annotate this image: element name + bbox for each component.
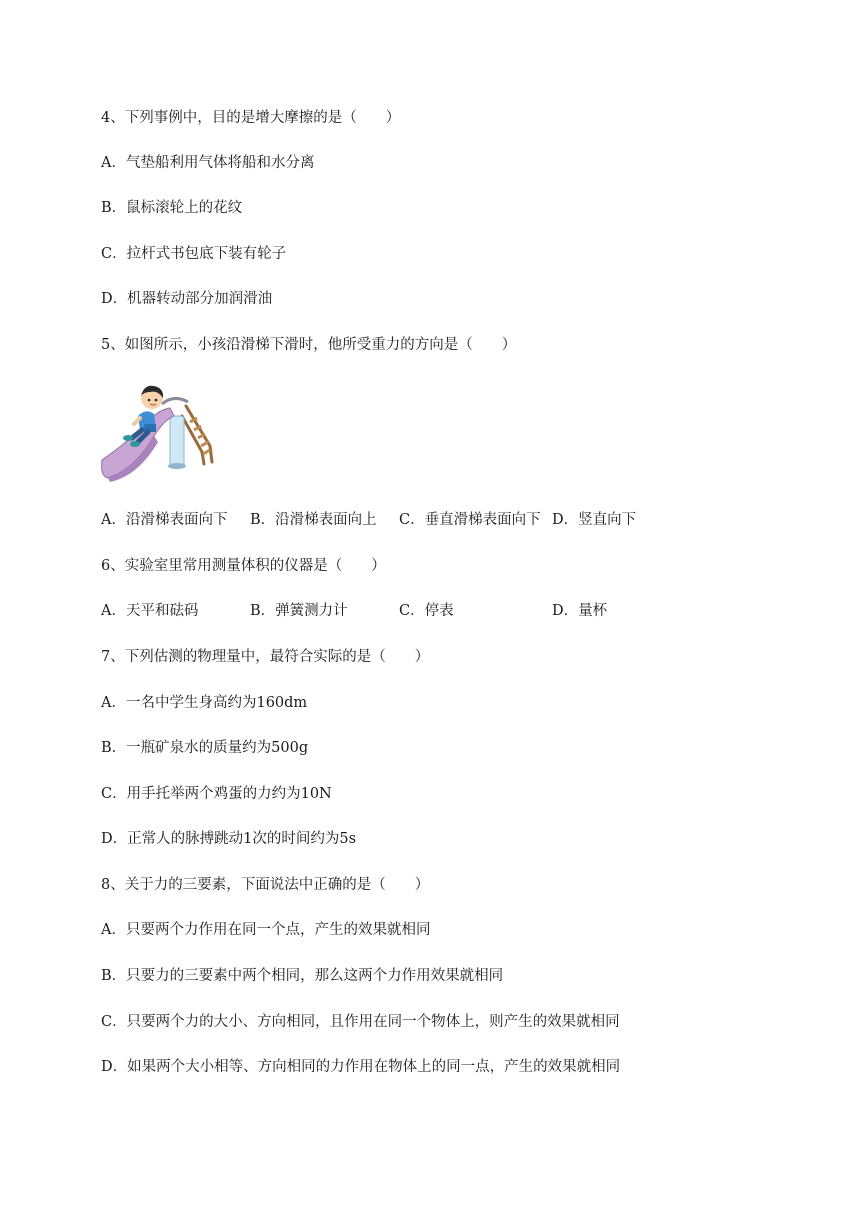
question-6-option-a: A．天平和砝码 (101, 603, 199, 619)
question-8-stem: 8、关于力的三要素，下面说法中正确的是（ ） (101, 877, 430, 893)
question-5-stem: 5、如图所示，小孩沿滑梯下滑时，他所受重力的方向是（ ） (101, 337, 517, 353)
question-4-option-c: C．拉杆式书包底下装有轮子 (101, 246, 287, 262)
question-7-option-c: C．用手托举两个鸡蛋的力约为10N (101, 786, 332, 802)
question-4-stem: 4、下列事例中，目的是增大摩擦的是（ ） (101, 110, 401, 126)
question-6-stem: 6、实验室里常用测量体积的仪器是（ ） (101, 558, 386, 574)
question-8-option-c: C．只要两个力的大小、方向相同，且作用在同一个物体上，则产生的效果就相同 (101, 1014, 620, 1030)
question-6-option-b: B．弹簧测力计 (250, 603, 348, 619)
question-7-stem: 7、下列估测的物理量中，最符合实际的是（ ） (101, 649, 430, 665)
question-4-option-a: A．气垫船利用气体将船和水分离 (101, 155, 315, 171)
question-4-option-b: B．鼠标滚轮上的花纹 (101, 200, 243, 216)
question-5-option-b: B．沿滑梯表面向上 (250, 512, 377, 528)
question-7-option-d: D．正常人的脉搏跳动1次的时间约为5s (101, 831, 357, 847)
question-5-option-c: C．垂直滑梯表面向下 (399, 512, 541, 528)
question-7-option-b: B．一瓶矿泉水的质量约为500g (101, 740, 309, 756)
question-8-option-d: D．如果两个大小相等、方向相同的力作用在物体上的同一点，产生的效果就相同 (101, 1059, 621, 1075)
question-5-option-a: A．沿滑梯表面向下 (101, 512, 228, 528)
question-5-option-d: D．竖直向下 (552, 512, 637, 528)
question-8-option-b: B．只要力的三要素中两个相同，那么这两个力作用效果就相同 (101, 968, 504, 984)
question-4-option-d: D．机器转动部分加润滑油 (101, 291, 273, 307)
question-6-option-c: C．停表 (399, 603, 454, 619)
question-6-option-d: D．量杯 (552, 603, 608, 619)
question-7-option-a: A．一名中学生身高约为160dm (101, 695, 308, 711)
question-8-option-a: A．只要两个力作用在同一个点，产生的效果就相同 (101, 922, 431, 938)
child-on-slide-illustration (98, 378, 220, 486)
